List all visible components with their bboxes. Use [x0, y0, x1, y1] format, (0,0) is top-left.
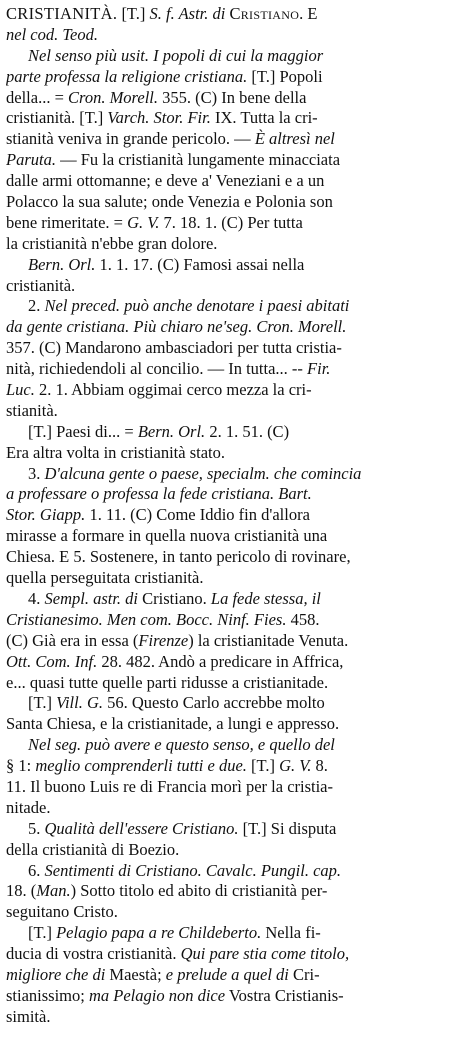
entry-line: [6, 526, 467, 547]
entry-text: 1. 1. 17. (C) Famosi assai nella: [95, 254, 305, 274]
entry-text: Bern. Orl.: [28, 254, 96, 274]
entry-text: stianissimo;: [6, 985, 89, 1005]
entry-text: 1. 11. (C) Come Iddio fin d'allora: [85, 505, 310, 525]
entry-text: Chiesa. E 5. Sostenere, in tanto pericolo di rovinare,: [6, 547, 351, 567]
entry-line: [6, 464, 467, 485]
entry-text: Polacco la sua salute; onde Venezia e Polonia son: [6, 192, 333, 212]
entry-text: nitade.: [6, 797, 51, 817]
entry-line: [6, 881, 467, 902]
entry-line: [6, 108, 467, 129]
entry-text: Sempl. astr. di: [44, 588, 139, 608]
entry-text: [T.] Si disputa: [238, 818, 337, 838]
entry-line: [6, 923, 467, 944]
entry-text: Bern. Orl.: [137, 421, 206, 441]
entry-text: IX. Tutta la cri-: [210, 108, 318, 128]
entry-line: [6, 422, 467, 443]
entry-line: [6, 380, 467, 401]
entry-text: [T.]: [117, 4, 150, 23]
entry-text: Nel seg. può avere e questo senso, e quello del: [28, 735, 335, 755]
entry-text: 11. Il buono Luis re di Francia morì per la cristia-: [6, 776, 334, 796]
entry-text: dalle armi ottomanne; e deve a' Veneziani e a un: [6, 171, 325, 191]
entry-text: 56. Questo Carlo accrebbe molto: [103, 693, 325, 713]
entry-line: [6, 25, 467, 46]
entry-text: La fede stessa, il: [210, 588, 321, 608]
entry-text: Sentimenti di Cristiano. Cavalc. Pungil. cap.: [44, 860, 342, 880]
entry-text: D'alcuna gente o paese, specialm. che comincia: [44, 463, 362, 483]
entry-text: cristianità.: [6, 275, 76, 295]
entry-text: [T.]: [28, 693, 57, 713]
entry-text: È altresì nel: [254, 129, 335, 149]
entry-text: 2. 1. 51. (C): [205, 421, 290, 441]
entry-text: . E: [299, 4, 318, 23]
entry-text: nel cod. Teod.: [6, 24, 98, 44]
entry-text: ) la cristianitade Venuta.: [188, 630, 349, 650]
entry-line: [6, 317, 467, 338]
entry-line: [6, 255, 467, 276]
entry-text: ducia di vostra cristianità.: [6, 944, 181, 964]
entry-text: e prelude a quel di: [165, 964, 289, 984]
entry-text: Ott. Com. Inf.: [6, 651, 98, 671]
entry-text: Nel senso più usit. I popoli di cui la maggior: [28, 45, 324, 65]
entry-line: [6, 234, 467, 255]
entry-text: a professare o professa la fede cristiana. Bart.: [6, 484, 312, 504]
entry-text: ) Sotto titolo ed abito di cristianità per-: [70, 881, 328, 901]
entry-text: Santa Chiesa, e la cristianitade, a lungi e appresso.: [6, 714, 340, 734]
entry-text: [T.] Popoli: [247, 66, 323, 86]
entry-text: Era altra volta in cristianità stato.: [6, 442, 226, 462]
entry-text: della... =: [6, 87, 68, 107]
entry-text: Cristianesimo. Men com. Bocc. Ninf. Fies.: [6, 609, 287, 629]
entry-text: Cristiano: [229, 4, 300, 23]
entry-line: [6, 568, 467, 589]
entry-text: 2.: [28, 296, 45, 316]
entry-line: [6, 276, 467, 297]
entry-text: Qui pare stia come titolo,: [180, 944, 350, 964]
entry-text: stianità veniva in grande pericolo. —: [6, 129, 255, 149]
entry-line: [6, 798, 467, 819]
entry-text: 4.: [28, 588, 45, 608]
entry-text: Fir.: [307, 359, 331, 379]
entry-line: [6, 67, 467, 88]
entry-line: [6, 714, 467, 735]
entry-text: bene rimeritate. =: [6, 212, 128, 232]
entry-line: [6, 129, 467, 150]
entry-text: seguitano Cristo.: [6, 902, 118, 922]
entry-text: [T.]: [246, 756, 280, 776]
entry-line: [6, 861, 467, 882]
entry-text: 28. 482. Andò a predicare in Affrica,: [97, 651, 344, 671]
entry-line: [6, 443, 467, 464]
entry-text: G. V.: [127, 212, 160, 232]
entry-text: 5.: [28, 818, 45, 838]
entry-text: stianità.: [6, 400, 58, 420]
entry-text: Varch. Stor. Fir.: [107, 108, 211, 128]
entry-line: [6, 150, 467, 171]
entry-text: Nella fi-: [261, 923, 321, 943]
entry-text: Paruta.: [6, 150, 56, 170]
entry-line: [6, 735, 467, 756]
entry-text: S. f. Astr. di: [149, 4, 230, 23]
entry-text: la cristianità n'ebbe gran dolore.: [6, 233, 218, 253]
entry-text: nità, richiedendoli al concilio. — In tutta... --: [6, 359, 308, 379]
entry-text: 18. (: [6, 881, 37, 901]
entry-text: mirasse a formare in quella nuova cristianità una: [6, 526, 328, 546]
entry-line: [6, 547, 467, 568]
entry-text: (C) Già era in essa (: [6, 630, 139, 650]
entry-text: Vostra Cristianis-: [225, 985, 344, 1005]
entry-text: meglio comprenderli tutti e due.: [35, 756, 247, 776]
entry-text: parte professa la religione cristiana.: [6, 66, 248, 86]
entry-line: [6, 819, 467, 840]
entry-text: Maestà;: [105, 964, 166, 984]
entry-line: [6, 88, 467, 109]
entry-text: 3.: [28, 463, 45, 483]
entry-text: ma Pelagio non dice: [88, 985, 226, 1005]
entry-line: [6, 338, 467, 359]
entry-line: [6, 296, 467, 317]
entry-line: [6, 359, 467, 380]
entry-line: [6, 840, 467, 861]
entry-text: Cristiano.: [138, 588, 211, 608]
entry-line: [6, 652, 467, 673]
entry-line: [6, 902, 467, 923]
entry-text: [T.] Paesi di... =: [28, 421, 138, 441]
entry-text: Firenze: [138, 630, 189, 650]
entry-line: [6, 4, 467, 25]
entry-text: Nel preced. può anche denotare i paesi abitati: [44, 296, 350, 316]
entry-text: 355. (C) In bene della: [158, 87, 307, 107]
entry-text: e... quasi tutte quelle parti ridusse a cristianitade.: [6, 672, 329, 692]
entry-text: 8.: [311, 756, 328, 776]
entry-text: Man.: [36, 881, 71, 901]
entry-line: [6, 171, 467, 192]
entry-line: [6, 965, 467, 986]
entry-line: [6, 484, 467, 505]
entry-line: [6, 505, 467, 526]
entry-text: della cristianità di Boezio.: [6, 839, 180, 859]
entry-line: [6, 944, 467, 965]
entry-text: Stor. Giapp.: [6, 505, 86, 525]
entry-text: 2. 1. Abbiam oggimai cerco mezza la cri-: [34, 380, 312, 400]
entry-text: § 1:: [6, 756, 36, 776]
entry-text: Luc.: [6, 380, 35, 400]
entry-text: Vill. G.: [56, 693, 103, 713]
entry-line: [6, 756, 467, 777]
entry-text: [T.]: [28, 923, 57, 943]
entry-text: 6.: [28, 860, 45, 880]
headword: CRISTIANITÀ.: [6, 4, 118, 23]
entry-text: Cron. Morell.: [68, 87, 158, 107]
entry-text: 357. (C) Mandarono ambasciadori per tutta cristia-: [6, 338, 342, 358]
entry-line: [6, 631, 467, 652]
entry-text: — Fu la cristianità lungamente minacciata: [55, 150, 341, 170]
entry-text: simità.: [6, 1006, 51, 1026]
entry-line: [6, 589, 467, 610]
entry-line: [6, 777, 467, 798]
entry-line: [6, 673, 467, 694]
entry-line: [6, 986, 467, 1007]
entry-line: [6, 401, 467, 422]
entry-text: cristianità. [T.]: [6, 108, 108, 128]
entry-line: [6, 213, 467, 234]
entry-text: migliore che di: [6, 964, 106, 984]
entry-text: 458.: [286, 609, 320, 629]
entry-text: Pelagio papa a re Childeberto.: [56, 923, 262, 943]
entry-line: [6, 693, 467, 714]
entry-text: quella perseguitata cristianità.: [6, 568, 204, 588]
entry-line: [6, 1007, 467, 1028]
entry-line: [6, 610, 467, 631]
entry-text: Cri-: [288, 964, 320, 984]
entry-line: [6, 192, 467, 213]
entry-line: [6, 46, 467, 67]
entry-text: 7. 18. 1. (C) Per tutta: [159, 212, 303, 232]
entry-text: da gente cristiana. Più chiaro ne'seg. Cron. Morell.: [6, 317, 347, 337]
entry-text: Qualità dell'essere Cristiano.: [44, 818, 239, 838]
entry-text: G. V.: [279, 756, 312, 776]
